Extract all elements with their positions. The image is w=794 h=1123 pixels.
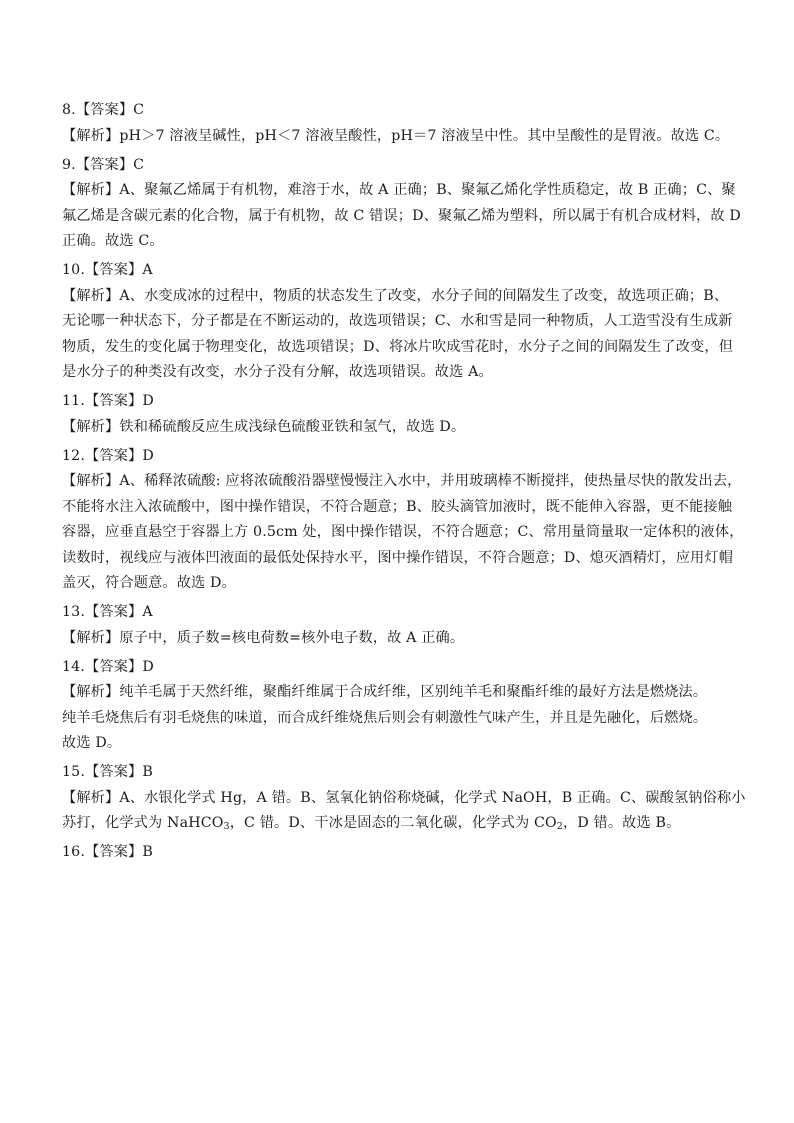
analysis-line: 不能将水注入浓硫酸中，图中操作错误，不符合题意；B、胶头滴管加液时，既不能伸入容器，更不能接触 [62,498,733,515]
analysis-line: 盖灭，符合题意。故选 D。 [62,575,236,591]
analysis-line: 故选 D。 [62,735,122,751]
answer-line: 14.【答案】D [62,658,154,675]
analysis-line: 【解析】A、稀释浓硫酸: 应将浓硫酸沿器壁慢慢注入水中，并用玻璃棒不断搅拌，使热量尽快的散发出去， [62,473,742,489]
analysis-line: 【解析】A、聚氟乙烯属于有机物，难溶于水，故 A 正确；B、聚氟乙烯化学性质稳定，故 B 正确；C、聚 [62,182,736,198]
question-12 [62,444,744,597]
analysis-line: 氟乙烯是含碳元素的化合物，属于有机物，故 C 错误；D、聚氟乙烯为塑料，所以属于有机合成材料，故 D [62,207,741,224]
answer-line: 11.【答案】D [62,393,154,409]
answer-line: 10.【答案】A [62,262,153,278]
analysis-text: ，D 错。故选 B。 [562,815,681,831]
subscript: 2 [556,821,563,832]
answer-line: 12.【答案】D [62,447,154,464]
analysis-line: 物质，发生的变化属于物理变化，故选项错误；D、将冰片吹成雪花时，水分子之间的间隔发生了改变，但 [62,338,734,355]
analysis-text: ，C 错。D、干冰是固态的二氧化碳，化学式为 CO [229,815,557,831]
analysis-line: 【解析】原子中，质子数=核电荷数=核外电子数，故 A 正确。 [62,629,465,646]
analysis-line: 容器，应垂直悬空于容器上方 0.5cm 处，图中操作错误，不符合题意；C、常用量筒量取一定体积的液体， [62,524,744,540]
question-8 [62,98,730,149]
question-15 [62,760,746,837]
answer-line: 16.【答案】B [62,844,153,860]
analysis-line: 正确。故选 C。 [62,233,164,249]
analysis-line: 是水分子的种类没有改变，水分子没有分解，故选项错误。故选 A。 [62,364,493,380]
question-11 [62,389,700,440]
question-10 [62,258,734,386]
analysis-line: 【解析】A、水银化学式 Hg，A 错。B、氢氧化钠俗称烧碱，化学式 NaOH，B 正确。C、碳酸氢钠俗称小 [62,789,746,806]
question-16 [62,840,700,866]
analysis-line: 【解析】纯羊毛属于天然纤维，聚酯纤维属于合成纤维，区别纯羊毛和聚酯纤维的最好方法是燃烧法。 [62,684,708,700]
analysis-line: 【解析】pH＞7 溶液呈碱性，pH＜7 溶液呈酸性，pH＝7 溶液呈中性。其中呈酸性的是胃液。故选 C。 [62,127,730,144]
question-9 [62,153,741,255]
analysis-line: 读数时，视线应与液体凹液面的最低处保持水平，图中操作错误，不符合题意；D、熄灭酒精灯，应用灯帽 [62,549,734,566]
analysis-line: 【解析】A、水变成冰的过程中，物质的状态发生了改变，水分子间的间隔发生了改变，故选项正确；B、 [62,287,729,304]
question-14 [62,655,708,757]
answer-line: 8.【答案】C [62,102,145,118]
analysis-line: 纯羊毛烧焦后有羽毛烧焦的味道，而合成纤维烧焦后则会有刺激性气味产生，并且是先融化，后燃烧。 [62,709,708,726]
analysis-line: 【解析】铁和稀硫酸反应生成浅绿色硫酸亚铁和氢气，故选 D。 [62,418,466,435]
analysis-text: 苏打，化学式为 NaHCO [62,815,224,831]
answer-line: 9.【答案】C [62,156,145,173]
question-13 [62,600,700,651]
analysis-line [62,811,700,837]
subscript: 3 [223,821,230,832]
analysis-line: 无论哪一种状态下，分子都是在不断运动的，故选项错误；C、水和雪是同一种物质，人工造雪没有生成新 [62,313,733,329]
answer-line: 13.【答案】A [62,604,153,620]
answer-line: 15.【答案】B [62,764,153,780]
